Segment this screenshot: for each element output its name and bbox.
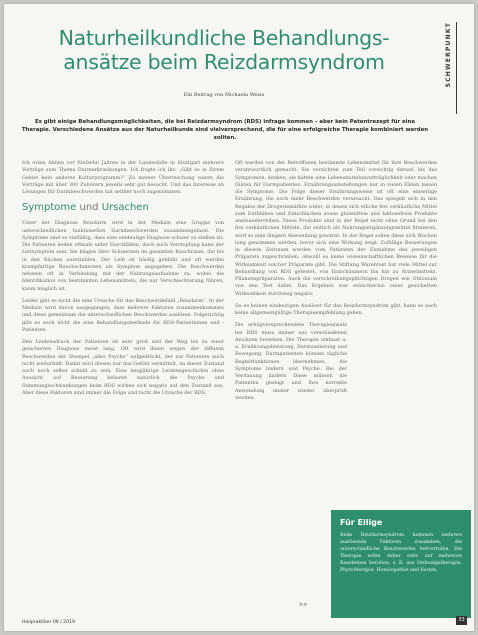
- page-number: 33: [456, 616, 467, 625]
- left-column: [22, 160, 224, 402]
- continue-arrows: >>: [299, 602, 308, 608]
- magazine-page: [4, 4, 474, 631]
- section-heading: [22, 202, 224, 214]
- lead-paragraph: Es gibt einige Behandlungsmöglichkeiten, die bei Reizdarmsyndrom (RDS) infrage kommen – aber kein Patentrezept für eine Therapie. Verschiedene Ansätze aus der Naturheilkunde sind vielversprechend, die für eine erfolgreiche Therapie kombiniert werden sollten.: [21, 119, 429, 142]
- summary-box-title: Für Eilige: [340, 518, 383, 527]
- paragraph-symptoms: Unter der Diagnose Reizdarm wird in der Medizin eine Gruppe von unterschiedlichen funktionellen Darmbeschwerden zusammengefasst. Die Symptome sind so vielfältig, dass eine eindeutige Diagnose schwer zu stellen ist. Die Patienten leiden oftmals unter Durchfällen, doch auch Verstopfung kann der Leitsymptom sein. Sie klagen über Schmerzen im gesamten Bauchraum, die bis in den Rücken ausstrahlen. Der Leib ist häufig gebläht und oft werden krampfartige Bauchschmerzen als Symptom angegeben. Die Beschwerden nehmen oft in Verbindung mit der Nahrungsaufnahme zu, wobei die Identifikation von bestimmten Lebensmitteln, die nur Verschlechterung führen, kaum möglich ist.: [22, 220, 224, 292]
- section-label-text: SCHWERPUNKT: [445, 22, 452, 88]
- byline: Ein Beitrag von Michaela Weiss: [183, 92, 265, 98]
- article-title: [18, 26, 430, 74]
- paragraph-no-trigger: Da es keinen eindeutigen Auslöser für das Reizdarmsyndrom gibt, kann es auch keine allgemeingültige Therapieempfehlung geben.: [235, 302, 437, 316]
- paragraph-causes: Leider gibt es nicht die eine Ursache für das Beschwerdebild „Reizdarm“. In der Medizin wird davon ausgegangen, dass mehrere Faktoren zusammenkommen und diese gemeinsam die unterschiedlichen Beschwerden auslösen. Folgerichtig gibt es auch nicht die eine Behandlungsmethode für RDS-Patientinnen und -Patienten.: [22, 297, 224, 333]
- paragraph-therapy: Die erfolgversprechendste Therapieansatz bei RDS muss immer aus verschiedenen Ansätzen bestehen. Die Therapie umfasst u. a. Ernährungsberatung, Darmsanierung und Bewegung. Darmpatienten können tägliche Begleitfunktionen übernehmen, die Symptome lindern und Psyche. Bei der Verdauung ändern Diese müssen die Patienten gezeigt und ihre korrekte Anwendung immer wieder überprüft werden.: [235, 322, 347, 401]
- summary-box-text: Beim Reizdarmsyndrom kommen mehrere auslösende Faktoren zusammen, die unterschiedliche Beschwerden hervorrufen. Die Therapie sollte daher stets auf mehreren Bausteinen beruhen, z. B. aus Ordnungstherapie, Phytotherapie, Homöopathie und Fasten.: [340, 533, 462, 573]
- summary-box: [331, 510, 471, 618]
- paragraph-food: Oft werden von der Betroffenen bestimmte Lebensmittel für ihre Beschwerden verantwortlich gemacht. Sie verzichten zum Teil vorsichtig darauf, bis das Symptomen, denken, sie hätten eine Lebensmittelunverträglichkeit oder machen Diäten für Darmpatienten. Ernährungsumstellungen nur in vielen Fällen lassen die Symptome. Die Folge dieser Ernährungsweise ist oft eine einseitige Ernährung, die noch mehr Beschwerden verursacht. Das spiegelt sich in den Regalen der Drogeriemärkte wider, in denen sich etliche frei verkäufliche Mittel zum Entblähen und Entschlacken sowie glutenfreie und laktosefreie Produkte aneinanderreihen. Diese Produkte sind in der Regel nicht ohne Grund bei den frei verkäuflichen Mitteln, die zeitlich als Nahrungsergänzungsmittel firmieren, wird so eine längere Anwendung gewarnt. In der Regel sollen diese sich Wochen lang genommen werden, bevor sich eine Wirkung zeigt. Zufällige Besserungen in diesem Zeitraum werden vom Patienten der Einnahme des jeweiligen Präparats zugeschrieben, obwohl es keine wissenschaftlichen Beweise für die Wirksamkeit solcher Präparate gibt. Die Stiftung Warentest hat viele Mittel zur Behandlung von RDS getestet, von Entschäumern bis hin zu Arzneimitteln. Pflanzenpräparaten. Auch die verschreibungspflichtigen Drogen wie Otilonium von den Test dabei. Das Ergebnis war ernüchternd: einer gesicherten Wirksamkeit durchweg negativ.: [235, 160, 437, 297]
- right-column: [235, 160, 437, 407]
- paragraph-intro: Ich erinn Ahnen vor fünfzehn Jahren in der Landesfalle in Stuttgart mehrere Vorträge zum Thema Darmerkrankungen. Ich fragte ich ihr: „Gibt es in Ihrem Gebiet kein anderes Kulturprogramm?“ Zu meiner Überraschung waren die Vorträge mit über 300 Zuhörern jeweils sehr gut besucht. Und das Interesse an Lösungen für Darmbeschwerden hat seither noch zugenommen.: [22, 160, 224, 195]
- heading-part-2: Ursachen: [101, 202, 149, 214]
- heading-connector: und: [79, 202, 99, 214]
- section-divider: [456, 22, 457, 114]
- paragraph-suffering: Den Leidensdruck der Patienten ist sehr groß und der Weg bis zu einer gesicherten Diagnose meist lang. Oft wird ihnen wegen der diffusen Beschwerden der Stempel „alles Psyche“ aufgedrückt, der zur Patienten auch nicht weiterhilft. Damit wird diesen nur das Gefühl vermittelt, an dieser Zustand auch noch selbst schuld zu sein. Eine langjährige Leidensgeschichte ohne Aussicht auf Besserung belastet natürlich die Psyche und Stimmungsschwankungen beim RDS wirken sich negativ auf den Zustand aus. Aber diese Faktoren sind immer die Folge und nicht die Ursache der RDS.: [22, 339, 224, 396]
- issue-footer: Heilpraktiker 09 / 2019: [22, 620, 75, 625]
- title-line-2: ansätze beim Reizdarmsyndrom: [63, 50, 385, 74]
- heading-part-1: Symptome: [22, 202, 77, 214]
- title-line-1: Naturheilkundliche Behandlungs-: [58, 26, 390, 50]
